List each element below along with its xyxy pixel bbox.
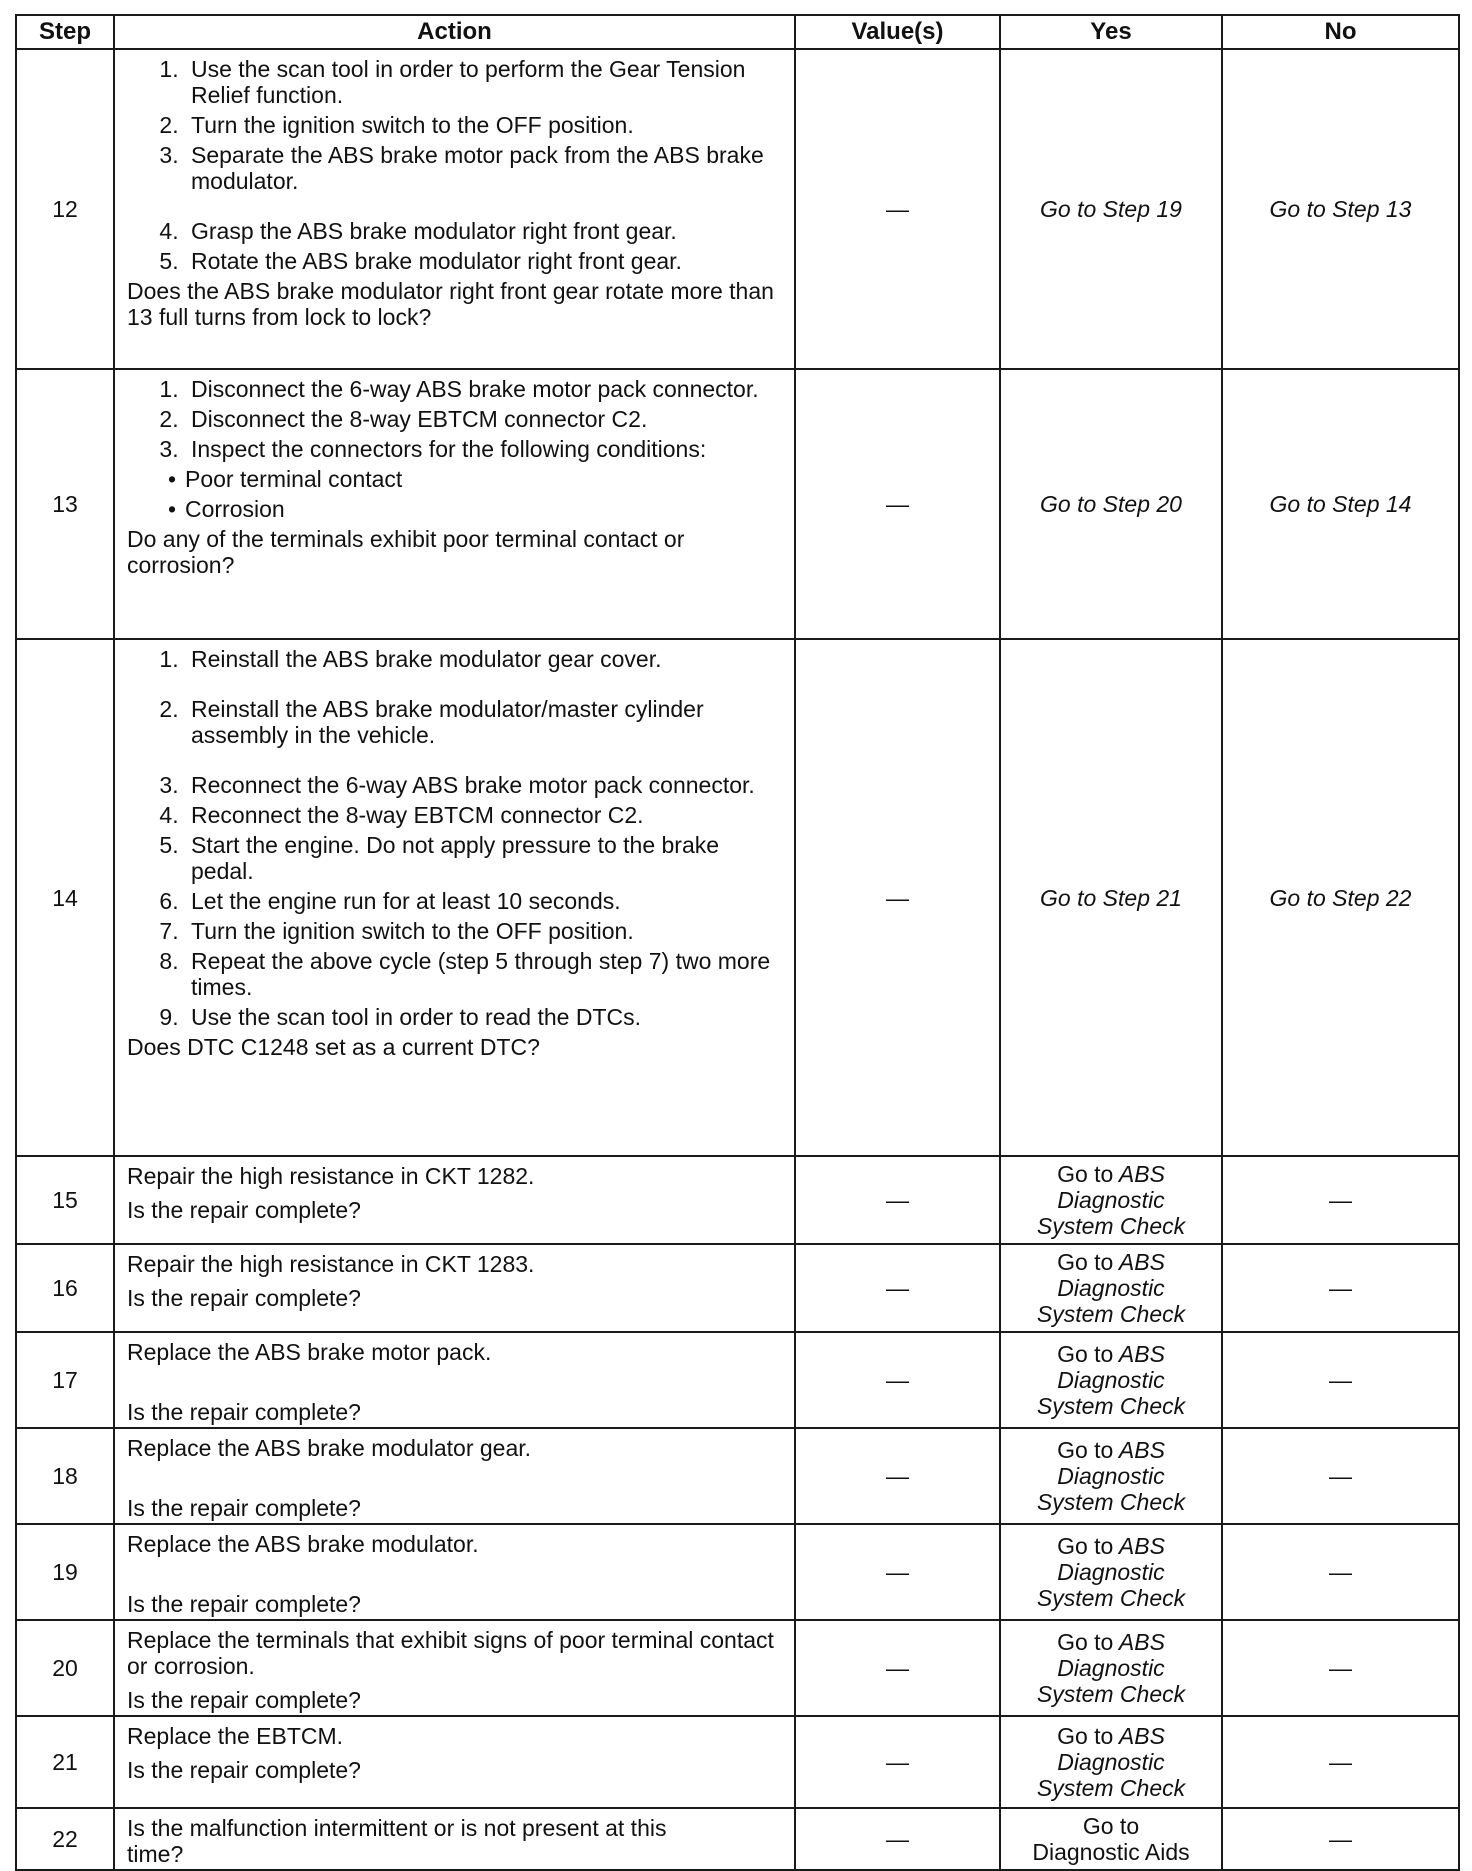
yes-link[interactable] — [1000, 1524, 1222, 1620]
action-question: Is the repair complete? — [127, 1687, 361, 1713]
value-cell: — — [795, 1808, 1000, 1870]
yes-link[interactable]: Go to Step 19 — [1000, 49, 1222, 369]
yes-prefix: Go to — [1057, 1723, 1114, 1749]
action-step: 3. Inspect the connectors for the following conditions: — [185, 436, 782, 462]
action-step: 3. Reconnect the 6-way ABS brake motor pack connector. — [185, 772, 782, 798]
yes-link[interactable] — [1000, 1620, 1222, 1716]
action-step: 1. Use the scan tool in order to perform the Gear Tension Relief function. — [185, 56, 782, 108]
step-number: 12 — [16, 49, 114, 369]
no-link[interactable]: Go to Step 13 — [1222, 49, 1459, 369]
no-cell: — — [1222, 1524, 1459, 1620]
step-number: 19 — [16, 1524, 114, 1620]
yes-link-text: ABS — [1118, 1161, 1165, 1187]
header-yes: Yes — [1000, 15, 1222, 49]
yes-link[interactable] — [1000, 1156, 1222, 1244]
action-step: 3. Separate the ABS brake motor pack from the ABS brake modulator. — [185, 142, 782, 194]
value-cell: — — [795, 1428, 1000, 1524]
table-row — [16, 49, 1459, 369]
action-question: Is the repair complete? — [127, 1197, 361, 1223]
step-number: 20 — [16, 1620, 114, 1716]
yes-line: Diagnostic — [1057, 1559, 1165, 1585]
action-question: Is the malfunction intermittent or is not present at this time? — [127, 1815, 667, 1867]
action-question: Is the repair complete? — [127, 1591, 361, 1617]
action-cell — [114, 1156, 795, 1244]
action-steps — [127, 56, 782, 274]
action-text: Repair the high resistance in CKT 1283. — [127, 1251, 535, 1277]
yes-prefix: Go to — [1057, 1341, 1114, 1367]
action-steps — [127, 376, 782, 462]
yes-line: Diagnostic — [1057, 1275, 1165, 1301]
yes-link[interactable] — [1000, 1332, 1222, 1428]
no-cell: — — [1222, 1716, 1459, 1808]
action-text: Replace the ABS brake modulator gear. — [127, 1435, 532, 1461]
yes-link[interactable] — [1000, 1716, 1222, 1808]
yes-line: Diagnostic — [1057, 1187, 1165, 1213]
step-number: 14 — [16, 639, 114, 1156]
action-text: Replace the terminals that exhibit signs of poor terminal contact or corrosion. — [127, 1627, 774, 1679]
yes-line: System Check — [1036, 1213, 1186, 1239]
value-cell: — — [795, 369, 1000, 639]
yes-link-text: ABS — [1118, 1723, 1165, 1749]
step-number: 13 — [16, 369, 114, 639]
step-number: 21 — [16, 1716, 114, 1808]
action-question: Is the repair complete? — [127, 1495, 361, 1521]
action-question: Is the repair complete? — [127, 1757, 361, 1783]
step-number: 17 — [16, 1332, 114, 1428]
no-cell: — — [1222, 1620, 1459, 1716]
yes-link[interactable] — [1000, 1244, 1222, 1332]
yes-line: System Check — [1036, 1489, 1186, 1515]
action-step: 4. Reconnect the 8-way EBTCM connector C2. — [185, 802, 782, 828]
step-number: 18 — [16, 1428, 114, 1524]
value-cell: — — [795, 1156, 1000, 1244]
table-row — [16, 1808, 1459, 1870]
yes-line: Diagnostic Aids — [1032, 1839, 1190, 1865]
action-text: Replace the ABS brake modulator. — [127, 1531, 479, 1557]
action-cell — [114, 369, 795, 639]
action-cell — [114, 1244, 795, 1332]
header-action: Action — [114, 15, 795, 49]
value-cell: — — [795, 1332, 1000, 1428]
yes-link-text: ABS — [1118, 1533, 1165, 1559]
yes-link-text: ABS — [1118, 1341, 1165, 1367]
yes-prefix: Go to — [1057, 1533, 1114, 1559]
table-row — [16, 1332, 1459, 1428]
condition-list — [127, 466, 782, 522]
condition-item: • Poor terminal contact — [185, 466, 782, 492]
action-question: Is the repair complete? — [127, 1399, 361, 1425]
table-row — [16, 1156, 1459, 1244]
yes-prefix: Go to — [1057, 1437, 1114, 1463]
no-cell: — — [1222, 1428, 1459, 1524]
yes-line: System Check — [1036, 1681, 1186, 1707]
value-cell: — — [795, 1716, 1000, 1808]
action-step: 2. Turn the ignition switch to the OFF position. — [185, 112, 782, 138]
action-step: 5. Start the engine. Do not apply pressure to the brake pedal. — [185, 832, 782, 884]
action-cell — [114, 1808, 795, 1870]
action-question: Is the repair complete? — [127, 1285, 361, 1311]
yes-link-text: ABS — [1118, 1249, 1165, 1275]
step-number: 16 — [16, 1244, 114, 1332]
action-step: 4. Grasp the ABS brake modulator right front gear. — [185, 218, 782, 244]
yes-line: Diagnostic — [1057, 1367, 1165, 1393]
yes-link-text: ABS — [1118, 1629, 1165, 1655]
action-step: 2. Reinstall the ABS brake modulator/master cylinder assembly in the vehicle. — [185, 696, 782, 748]
table-row — [16, 369, 1459, 639]
table-row — [16, 1716, 1459, 1808]
action-steps — [127, 646, 782, 1030]
action-text: Repair the high resistance in CKT 1282. — [127, 1163, 535, 1189]
no-link[interactable]: Go to Step 22 — [1222, 639, 1459, 1156]
header-row — [16, 15, 1459, 49]
yes-line: Go to — [1082, 1813, 1140, 1839]
yes-link-text: ABS — [1118, 1437, 1165, 1463]
action-step: 2. Disconnect the 8-way EBTCM connector C2. — [185, 406, 782, 432]
value-cell: — — [795, 1620, 1000, 1716]
diagnostic-table — [15, 14, 1460, 1871]
no-cell: — — [1222, 1332, 1459, 1428]
action-step: 9. Use the scan tool in order to read the DTCs. — [185, 1004, 782, 1030]
action-question: Does the ABS brake modulator right front gear rotate more than 13 full turns from lock to lock? — [127, 278, 774, 330]
action-cell — [114, 1332, 795, 1428]
table-row — [16, 1428, 1459, 1524]
table-row — [16, 1244, 1459, 1332]
no-link[interactable]: Go to Step 14 — [1222, 369, 1459, 639]
action-question: Does DTC C1248 set as a current DTC? — [127, 1034, 540, 1060]
action-step: 5. Rotate the ABS brake modulator right front gear. — [185, 248, 782, 274]
value-cell: — — [795, 49, 1000, 369]
header-step: Step — [16, 15, 114, 49]
action-step: 7. Turn the ignition switch to the OFF position. — [185, 918, 782, 944]
action-text: Replace the ABS brake motor pack. — [127, 1339, 492, 1365]
yes-link[interactable]: Go to Step 21 — [1000, 639, 1222, 1156]
action-cell — [114, 1428, 795, 1524]
action-question: Do any of the terminals exhibit poor terminal contact or corrosion? — [127, 526, 685, 578]
value-cell: — — [795, 1244, 1000, 1332]
action-cell — [114, 1620, 795, 1716]
action-cell — [114, 49, 795, 369]
action-step: 1. Reinstall the ABS brake modulator gear cover. — [185, 646, 782, 672]
action-step: 8. Repeat the above cycle (step 5 through step 7) two more times. — [185, 948, 782, 1000]
table-row — [16, 639, 1459, 1156]
yes-prefix: Go to — [1057, 1161, 1114, 1187]
header-values: Value(s) — [795, 15, 1000, 49]
action-text: Replace the EBTCM. — [127, 1723, 344, 1749]
yes-line: System Check — [1036, 1585, 1186, 1611]
yes-line: Diagnostic — [1057, 1463, 1165, 1489]
header-no: No — [1222, 15, 1459, 49]
no-cell: — — [1222, 1156, 1459, 1244]
no-cell: — — [1222, 1244, 1459, 1332]
action-cell — [114, 639, 795, 1156]
yes-link[interactable]: Go to Step 20 — [1000, 369, 1222, 639]
yes-line: Diagnostic — [1057, 1655, 1165, 1681]
table-row — [16, 1620, 1459, 1716]
yes-line: Diagnostic — [1057, 1749, 1165, 1775]
step-number: 22 — [16, 1808, 114, 1870]
yes-prefix: Go to — [1057, 1629, 1114, 1655]
table-row — [16, 1524, 1459, 1620]
action-step: 1. Disconnect the 6-way ABS brake motor pack connector. — [185, 376, 782, 402]
value-cell: — — [795, 1524, 1000, 1620]
yes-line: System Check — [1036, 1393, 1186, 1419]
yes-prefix: Go to — [1057, 1249, 1114, 1275]
yes-line: System Check — [1036, 1301, 1186, 1327]
action-cell — [114, 1524, 795, 1620]
step-number: 15 — [16, 1156, 114, 1244]
yes-line: System Check — [1036, 1775, 1186, 1801]
value-cell: — — [795, 639, 1000, 1156]
action-step: 6. Let the engine run for at least 10 seconds. — [185, 888, 782, 914]
condition-item: • Corrosion — [185, 496, 782, 522]
action-cell — [114, 1716, 795, 1808]
no-cell: — — [1222, 1808, 1459, 1870]
yes-link[interactable] — [1000, 1428, 1222, 1524]
yes-link[interactable] — [1000, 1808, 1222, 1870]
